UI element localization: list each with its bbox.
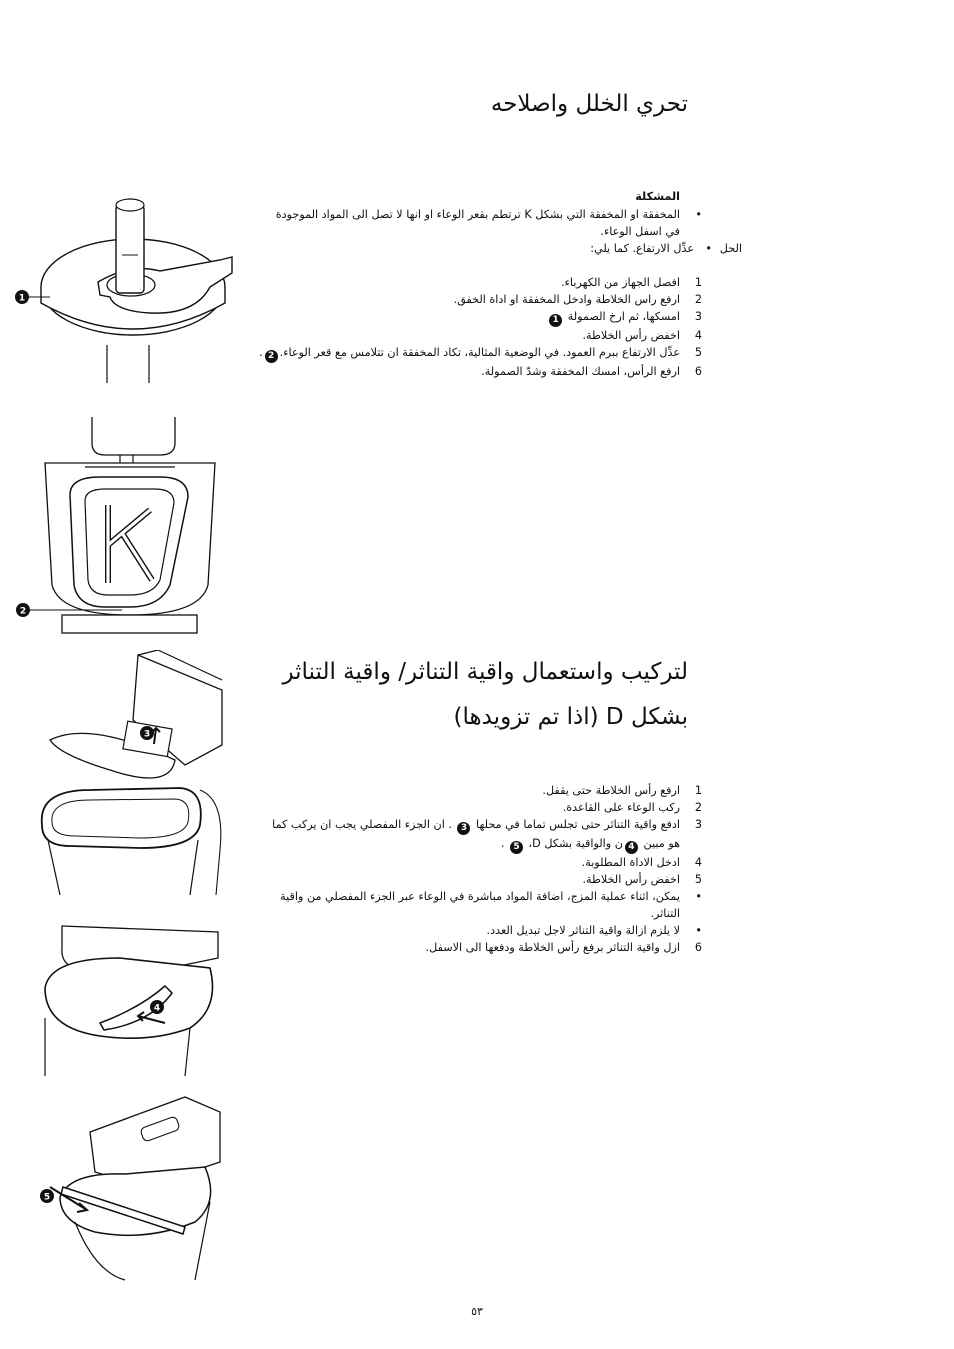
step-text: ادخل الاداة المطلوبة. — [581, 856, 680, 869]
bullet-icon: • — [695, 208, 702, 221]
troubleshooting-title: تحري الخلل واصلاحه — [490, 91, 688, 117]
step-row — [252, 291, 702, 308]
step-number: 4 — [694, 856, 702, 869]
splash-guard-title — [248, 650, 688, 740]
step-row — [252, 782, 702, 799]
page-number: ٥٣ — [471, 1305, 483, 1318]
bullet-icon: • — [695, 890, 702, 903]
step-text: افصل الجهاز من الكهرباء. — [561, 276, 680, 289]
troubleshooting-section — [252, 188, 742, 380]
callout-1-label: 1 — [18, 293, 26, 304]
callout-badge: 4 — [625, 841, 638, 854]
step-text: ادفع واقية التناثر حتى تجلس تماما في محلها 3 . ان الجزء المفصلي يجب ان يركب كما — [272, 818, 680, 833]
splash-guard-title-line-1: لتركيب واستعمال واقية التناثر/ واقية التناثر — [282, 659, 688, 685]
step-text: اخفض رأس الخلاطة. — [582, 329, 680, 342]
step-number: 3 — [694, 310, 702, 323]
problem-line-2: في اسفل الوعاء. — [600, 225, 680, 238]
step-row-continued — [252, 835, 702, 854]
step-row — [252, 854, 702, 871]
step-text: ارفع رأس الخلاطة حتى يقفل. — [542, 784, 680, 797]
note-text: التناثر. — [650, 907, 680, 920]
splash-guard-title-line-2: بشكل D (اذا تم تزويدها) — [453, 704, 688, 730]
step-row — [240, 344, 702, 363]
step-row — [252, 327, 702, 344]
callout-badge: 3 — [457, 822, 470, 835]
illustration-splash-guard-fit — [30, 650, 230, 900]
illustration-bowl-k-beater — [10, 415, 240, 640]
step-text: ارفع الرأس، امسك المخفقة وشدّ الصمولة. — [481, 365, 680, 378]
step-text: هو مبين 4ن والواقية بشكل D، 5 . — [500, 837, 680, 852]
bullet-icon: • — [695, 924, 702, 937]
step-row — [252, 308, 702, 327]
step-row — [252, 816, 702, 835]
step-number: 5 — [694, 873, 702, 886]
step-number: 5 — [694, 346, 702, 359]
illustration-nut-spanner — [10, 185, 240, 385]
solution-label: الحل — [719, 242, 742, 255]
note-text: يمكن، اثناء عملية المزج، اضافة المواد مباشرة في الوعاء عبر الجزء المفصلي من واقية — [280, 890, 680, 903]
step-number: 1 — [694, 784, 702, 797]
callout-badge: 1 — [549, 314, 562, 327]
callout-3-label: 3 — [143, 729, 151, 740]
note-item — [252, 922, 702, 939]
step-row — [252, 363, 702, 380]
step-row — [252, 939, 702, 956]
note-item — [252, 888, 702, 905]
callout-4-label: 4 — [153, 1003, 161, 1014]
step-number: 6 — [694, 941, 702, 954]
problem-heading: المشكلة — [635, 190, 680, 203]
step-number: 2 — [694, 801, 702, 814]
step-row — [252, 274, 702, 291]
step-text: عدِّل الارتفاع ببرم العمود. في الوضعية المثالية، تكاد المخفقة ان تتلامس مع قعر الوعاء.2. — [259, 346, 680, 361]
splash-guard-section — [252, 782, 702, 956]
step-row — [252, 799, 702, 816]
bullet-icon: • — [705, 242, 712, 255]
problem-line-1: المخفقة او المخفقة التي بشكل K ترتطم بقعر الوعاء او انها لا تصل الى المواد الموجودة — [275, 208, 680, 221]
callout-badge: 2 — [265, 350, 278, 363]
step-number: 1 — [694, 276, 702, 289]
note-text: لا يلزم ازالة واقية التناثر لاجل تبديل العدد. — [486, 924, 680, 937]
step-number: 2 — [694, 293, 702, 306]
step-text: امسكها، ثم ارخ الصمولة 1 — [252, 308, 684, 327]
step-text: ركب الوعاء على القاعدة. — [562, 801, 680, 814]
callout-badge: 5 — [510, 841, 523, 854]
illustration-splash-guard-hinge — [40, 918, 230, 1078]
step-number: 6 — [694, 365, 702, 378]
step-text: اخفض رأس الخلاطة. — [582, 873, 680, 886]
solution-item — [252, 240, 742, 257]
solution-text: عدِّل الارتفاع. كما يلي: — [590, 242, 694, 255]
step-number: 4 — [694, 329, 702, 342]
callout-5-label: 5 — [43, 1192, 51, 1203]
step-text: ازل واقية التناثر برفع رأس الخلاطة ودفعها الى الاسفل. — [425, 941, 680, 954]
problem-item — [252, 206, 702, 223]
step-number: 3 — [694, 818, 702, 831]
step-row — [252, 871, 702, 888]
step-text: ارفع راس الخلاطة وادخل المخفقة او اداة الخفق. — [453, 293, 680, 306]
illustration-splash-guard-d-shape — [35, 1092, 230, 1282]
callout-2-label: 2 — [19, 606, 27, 617]
